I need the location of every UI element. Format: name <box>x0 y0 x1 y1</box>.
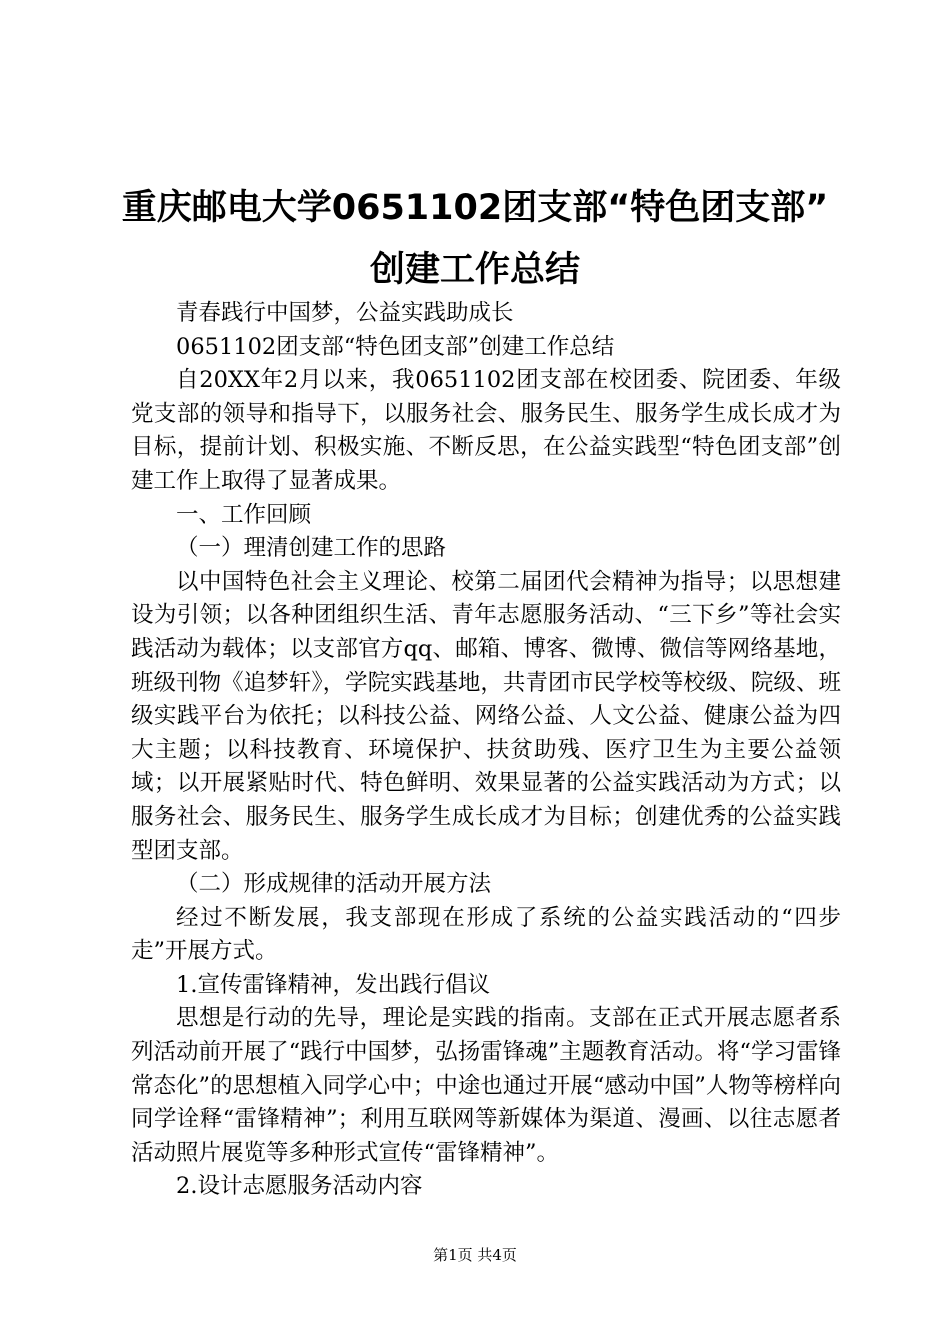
paragraph-approach: 以中国特色社会主义理论、校第二届团代会精神为指导；以思想建设为引领；以各种团组织生活、青年志愿服务活动、“三下乡”等社会实践活动为载体；以支部官方qq、邮箱、博客、微博、微信等网络基地，班级刊物《追梦轩》，学院实践基地，共青团市民学校等校级、院级、班级实践平台为依托；以科技公益、网络公益、人文公益、健康公益为四大主题；以科技教育、环境保护、扶贫助残、医疗卫生为主要公益领域；以开展紧贴时代、特色鲜明、效果显著的公益实践活动为方式；以服务社会、服务民生、服务学生成长成才为目标；创建优秀的公益实践型团支部。 <box>131 568 841 864</box>
paragraph-four-steps: 经过不断发展，我支部现在形成了系统的公益实践活动的“四步走”开展方式。 <box>131 904 841 965</box>
heading-section-2: （二）形成规律的活动开展方法 <box>176 871 492 898</box>
paragraph-intro: 自20XX年2月以来，我0651102团支部在校团委、院团委、年级党支部的领导和指导下，以服务社会、服务民生、服务学生成长成才为目标，提前计划、积极实施、不断反思，在公益实践型“特色团支部”创建工作上取得了显著成果。 <box>131 367 841 494</box>
document-title-line2: 创建工作总结 <box>369 250 580 290</box>
page-number: 第1页 共4页 <box>433 1246 517 1264</box>
heading-section-1: （一）理清创建工作的思路 <box>176 535 447 562</box>
heading-step-1: 1.宣传雷锋精神，发出践行倡议 <box>176 971 490 998</box>
paragraph-report-title: 0651102团支部“特色团支部”创建工作总结 <box>176 333 615 360</box>
heading-work-review: 一、工作回顾 <box>176 501 312 528</box>
paragraph-step-1: 思想是行动的先导，理论是实践的指南。支部在正式开展志愿者系列活动前开展了“践行中国梦，弘扬雷锋魂”主题教育活动。将“学习雷锋常态化”的思想植入同学心中；中途也通过开展“感动中国”人物等榜样向同学诠释“雷锋精神”；利用互联网等新媒体为渠道、漫画、以往志愿者活动照片展览等多种形式宣传“雷锋精神”。 <box>131 1005 841 1166</box>
document-title-line1: 重庆邮电大学0651102团支部“特色团支部” <box>121 188 829 228</box>
heading-step-2: 2.设计志愿服务活动内容 <box>176 1173 423 1200</box>
document-body <box>131 297 841 1204</box>
page-footer <box>0 1245 950 1265</box>
paragraph-subtitle: 青春践行中国梦，公益实践助成长 <box>176 300 514 326</box>
